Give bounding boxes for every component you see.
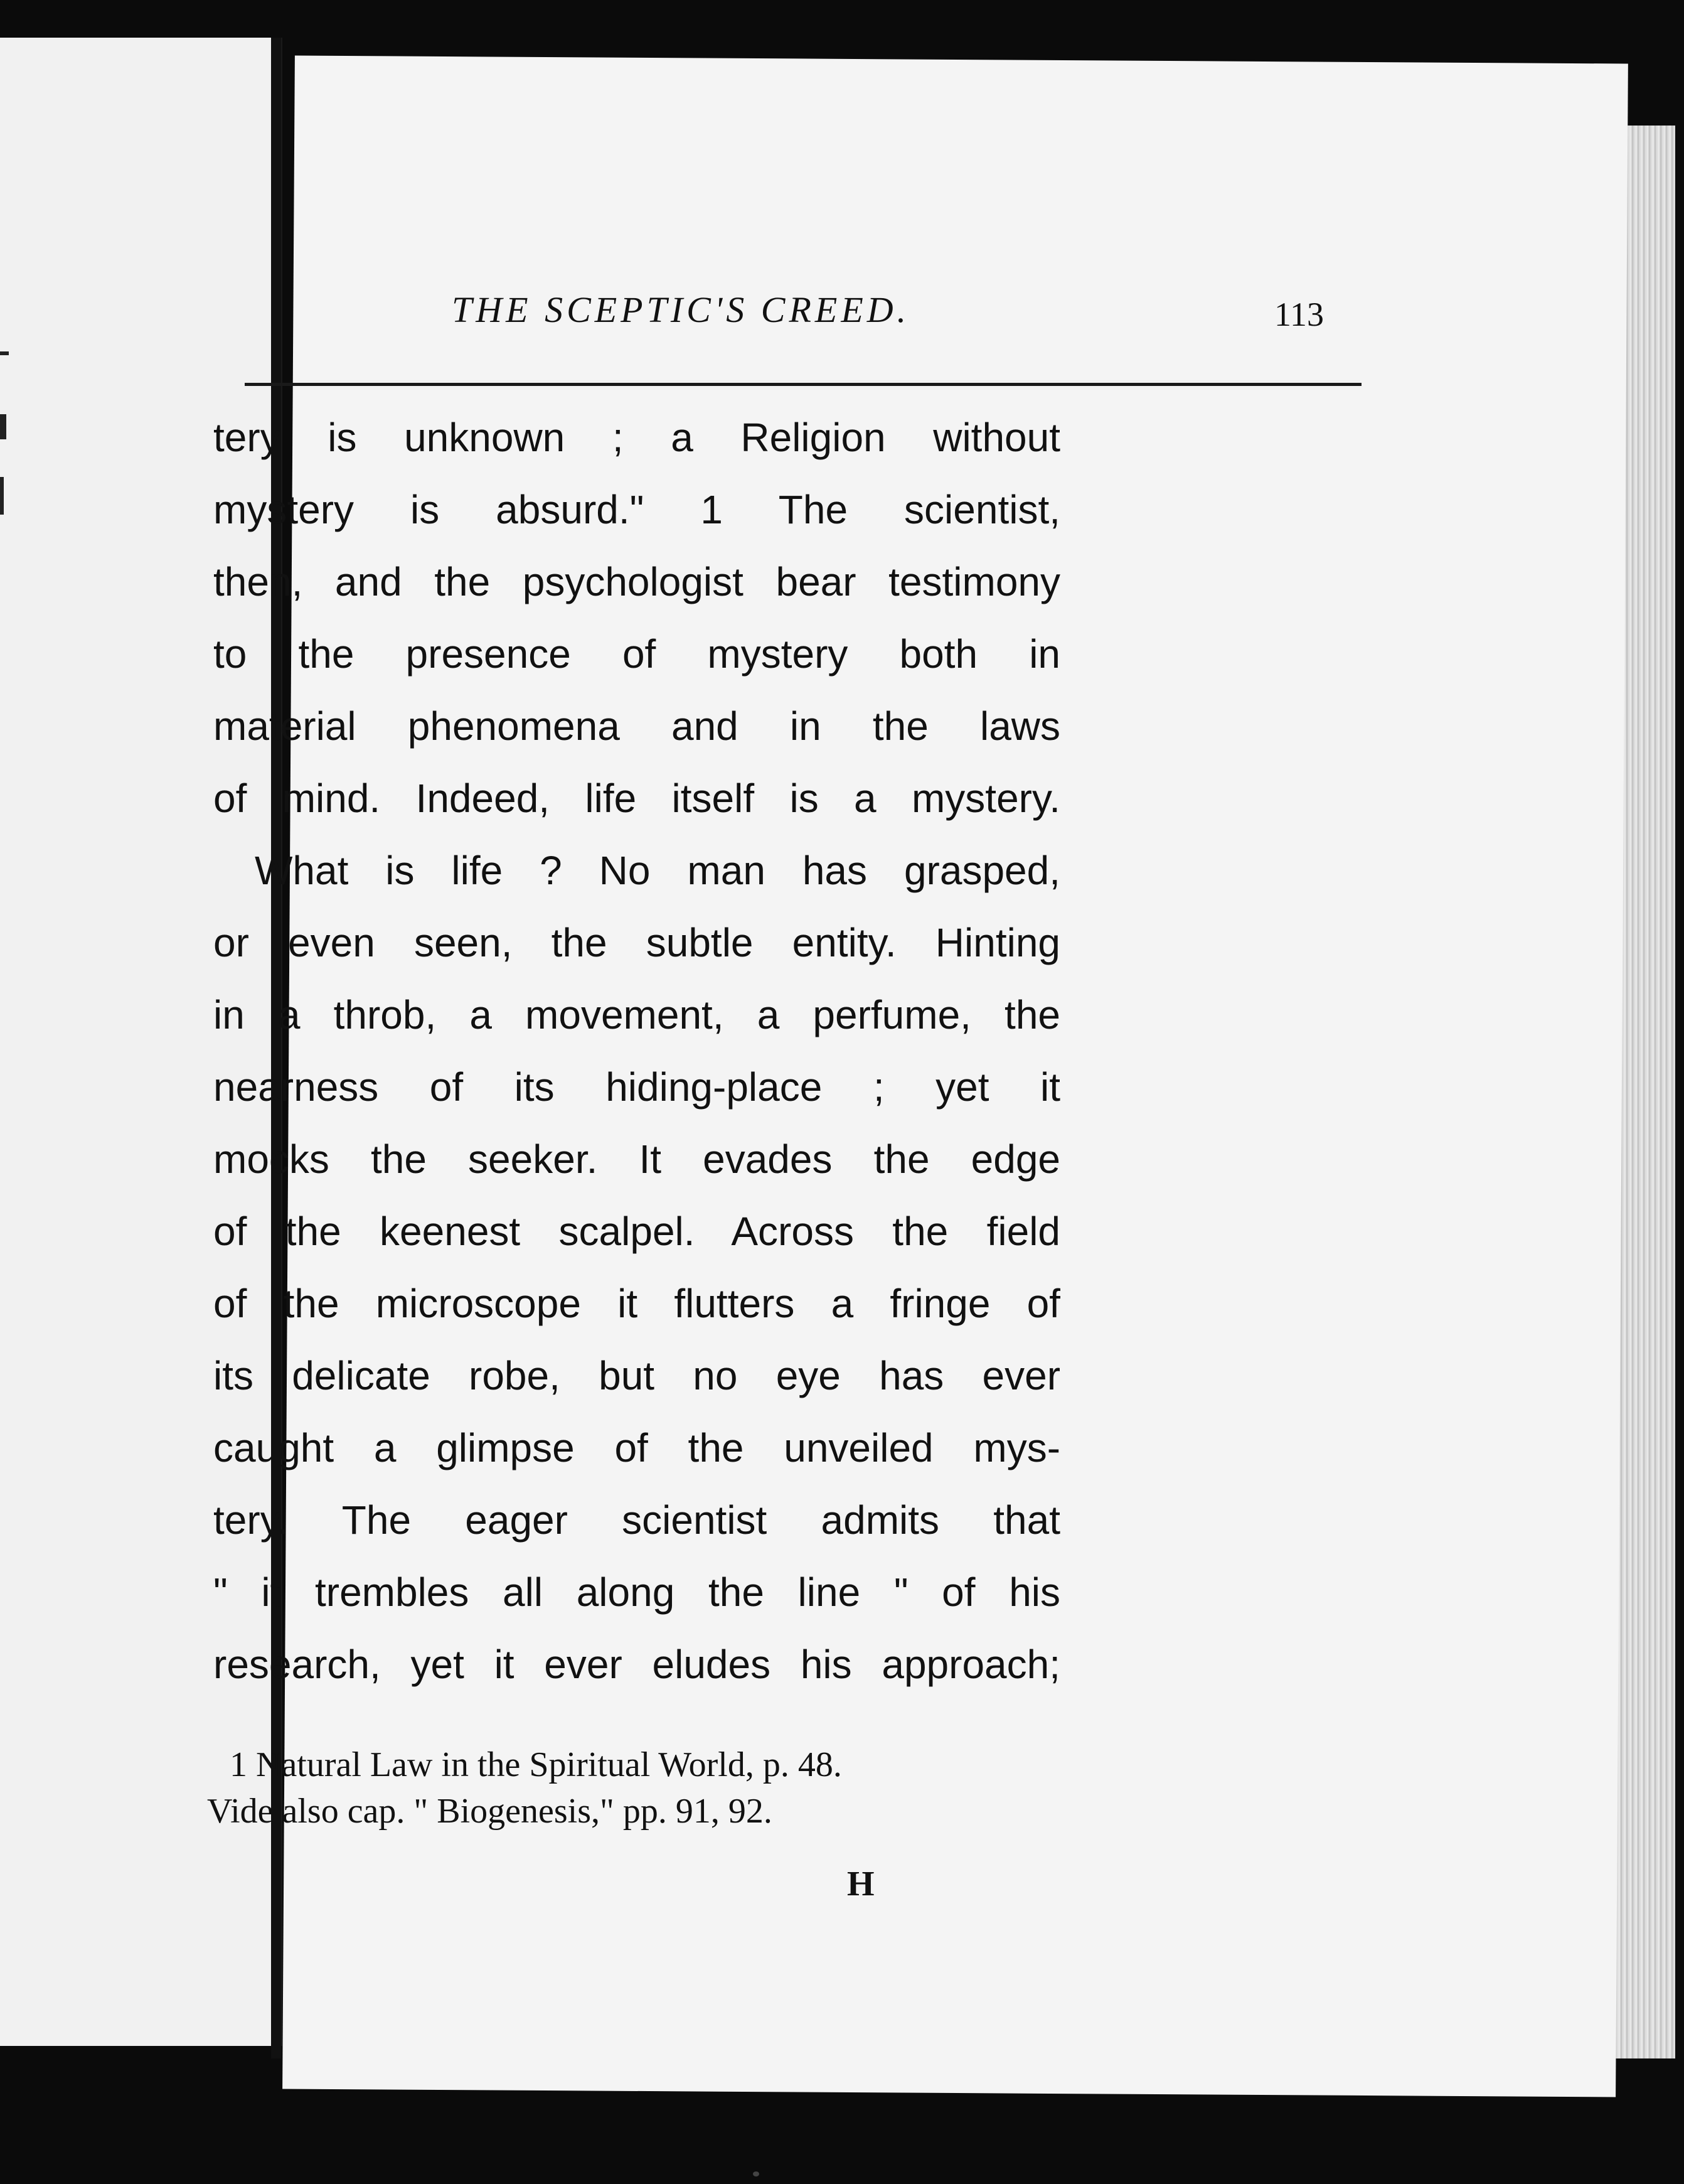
page-number: 113 [1274,296,1324,333]
text-line: to the presence of mystery both in [213,631,1060,677]
text-line: " it trembles all along the line " of his [213,1570,1060,1615]
body-text [213,402,1060,1701]
dust-speck [753,2171,759,2176]
running-title: THE SCEPTIC'S CREED. [452,289,910,330]
text-line: its delicate robe, but no eye has ever [213,1353,1060,1398]
margin-mark [0,414,6,439]
text-line: nearness of its hiding-place ; yet it [213,1064,1060,1110]
footnote-line: 1 Natural Law in the Spiritual World, p. 48. [230,1745,842,1784]
text-line: mystery is absurd." 1 The scientist, [213,487,1060,532]
text-line: of the microscope it flutters a fringe of [213,1281,1060,1326]
footnote-line: Vide also cap. " Biogenesis," pp. 91, 92. [207,1792,772,1831]
text-line: tery. The eager scientist admits that [213,1497,1060,1543]
text-line: of the keenest scalpel. Across the field [213,1209,1060,1254]
signature-mark: H [847,1865,875,1903]
text-line: tery is unknown ; a Religion without [213,415,1060,460]
page-header [251,264,1336,339]
text-line: material phenomena and in the laws [213,704,1060,749]
text-line: of mind. Indeed, life itself is a mystery. [213,776,1060,821]
text-line: mocks the seeker. It evades the edge [213,1137,1060,1182]
footnote [207,1742,1073,1834]
margin-mark [0,351,9,355]
header-rule [245,383,1362,386]
margin-mark [0,477,4,515]
text-line: What is life ? No man has grasped, [255,848,1060,893]
text-line: then, and the psychologist bear testimony [213,559,1060,604]
text-line: or even seen, the subtle entity. Hinting [213,920,1060,965]
text-line: in a throb, a movement, a perfume, the [213,992,1060,1037]
text-line: research, yet it ever eludes his approach; [213,1642,1060,1687]
text-line: caught a glimpse of the unveiled mys- [213,1425,1060,1470]
